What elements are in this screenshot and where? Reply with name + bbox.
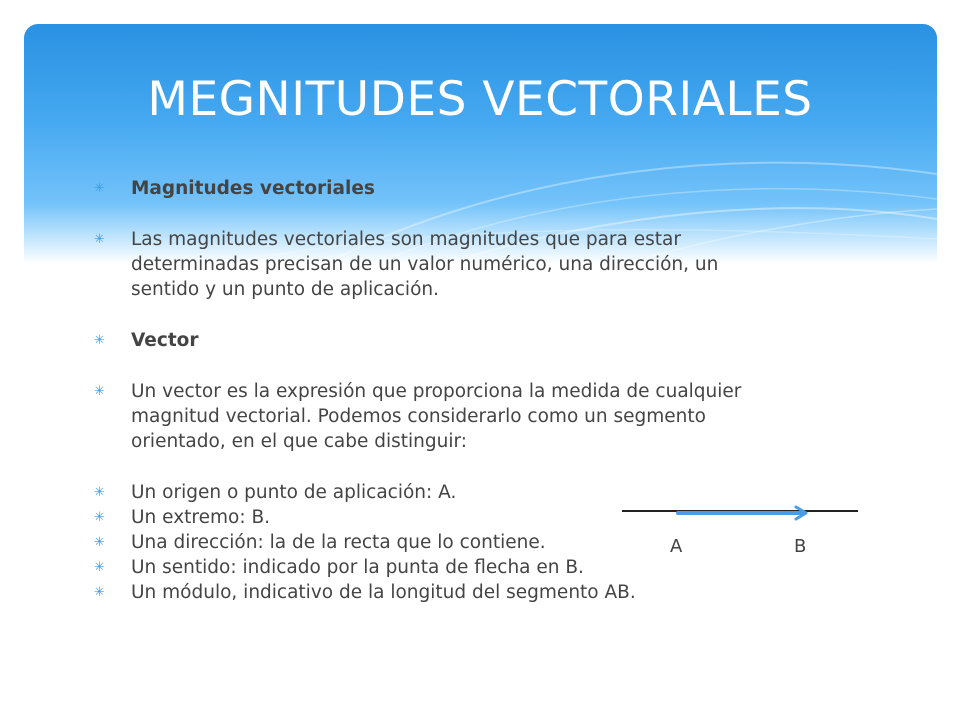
- bullet-sense: [94, 555, 864, 580]
- asterisk-bullet-icon: ✳: [94, 560, 105, 575]
- asterisk-bullet-icon: ✳: [94, 585, 105, 600]
- bullet-vector-definition: [94, 379, 864, 404]
- asterisk-bullet-icon: ✳: [94, 485, 105, 500]
- bullet-text: Las magnitudes vectoriales son magnitudes que para estar: [131, 229, 681, 250]
- label-b: B: [794, 536, 807, 557]
- bullet-text: orientado, en el que cabe distinguir:: [131, 431, 467, 452]
- bullet-text: magnitud vectorial. Podemos considerarlo como un segmento: [131, 406, 706, 427]
- bullet-heading-vector: [94, 328, 864, 353]
- asterisk-bullet-icon: ✳: [94, 333, 105, 348]
- bullet-definition-line: [94, 277, 864, 302]
- bullet-text: Una dirección: la de la recta que lo contiene.: [131, 532, 546, 553]
- bullet-vector-definition-line: [94, 429, 864, 454]
- bullet-module: [94, 580, 864, 605]
- bullet-text: Un vector es la expresión que proporciona la medida de cualquier: [131, 381, 742, 402]
- bullet-text: determinadas precisan de un valor numérico, una dirección, un: [131, 254, 719, 275]
- bullet-text: sentido y un punto de aplicación.: [131, 279, 439, 300]
- asterisk-bullet-icon: ✳: [94, 181, 105, 196]
- asterisk-bullet-icon: ✳: [94, 232, 105, 247]
- asterisk-bullet-icon: ✳: [94, 384, 105, 399]
- bullet-text: Magnitudes vectoriales: [131, 178, 375, 199]
- bullet-text: Vector: [131, 330, 199, 351]
- slide-title: MEGNITUDES VECTORIALES: [147, 72, 813, 127]
- bullet-direction: [94, 530, 864, 555]
- bullet-definition: [94, 227, 864, 252]
- bullet-text: Un extremo: B.: [131, 507, 271, 528]
- label-a: A: [670, 536, 683, 557]
- bullet-definition-line: [94, 252, 864, 277]
- bullet-text: Un origen o punto de aplicación: A.: [131, 482, 457, 503]
- asterisk-bullet-icon: ✳: [94, 510, 105, 525]
- bullet-text: Un módulo, indicativo de la longitud del segmento AB.: [131, 582, 636, 603]
- bullet-heading-magnitudes: [94, 176, 864, 201]
- vector-diagram: [622, 498, 862, 528]
- bullet-text: Un sentido: indicado por la punta de flecha en B.: [131, 557, 584, 578]
- bullet-vector-definition-line: [94, 404, 864, 429]
- slide-content: [94, 176, 864, 605]
- asterisk-bullet-icon: ✳: [94, 535, 105, 550]
